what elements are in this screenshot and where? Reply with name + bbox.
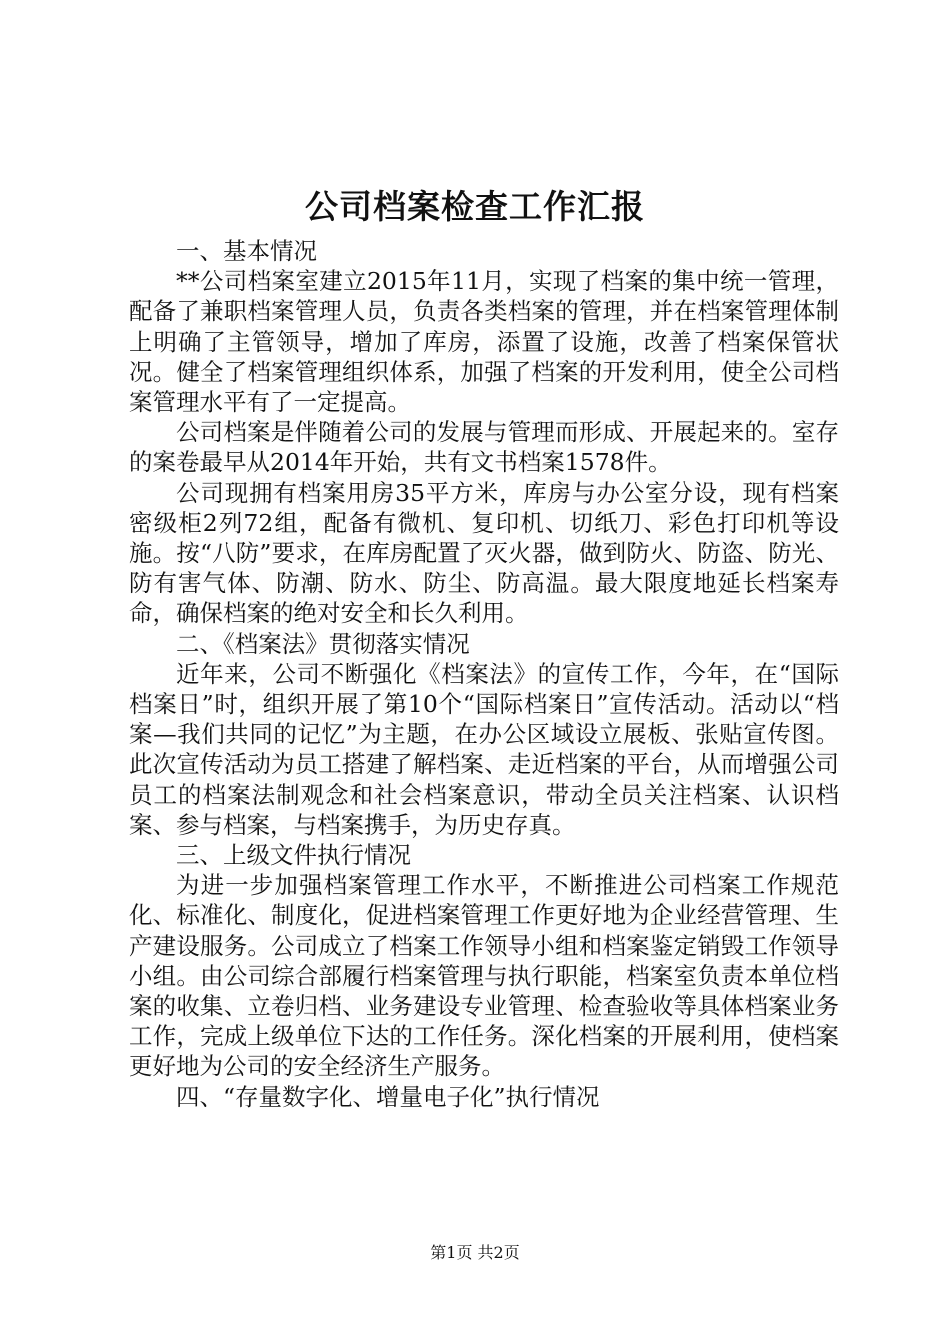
- document-body: [129, 236, 839, 1112]
- section-heading-superior-documents: 三、上级文件执行情况: [176, 841, 411, 870]
- paragraph: 近年来，公司不断强化《档案法》的宣传工作，今年，在“国际档案日”时，组织开展了第10个“国际档案日”宣传活动。活动以“档案—我们共同的记忆”为主题，在办公区域设立展板、张贴宣传图。此次宣传活动为员工搭建了解档案、走近档案的平台，从而增强公司员工的档案法制观念和社会档案意识，带动全员关注档案、认识档案、参与档案，与档案携手，为历史存真。: [129, 659, 839, 839]
- paragraph: 公司档案是伴随着公司的发展与管理而形成、开展起来的。室存的案卷最早从2014年开始，共有文书档案1578件。: [129, 418, 839, 477]
- paragraph: 为进一步加强档案管理工作水平，不断推进公司档案工作规范化、标准化、制度化，促进档案管理工作更好地为企业经营管理、生产建设服务。公司成立了档案工作领导小组和档案鉴定销毁工作领导小组。由公司综合部履行档案管理与执行职能，档案室负责本单位档案的收集、立卷归档、业务建设专业管理、检查验收等具体档案业务工作，完成上级单位下达的工作任务。深化档案的开展利用，使档案更好地为公司的安全经济生产服务。: [129, 871, 839, 1081]
- paragraph: **公司档案室建立2015年11月，实现了档案的集中统一管理，配备了兼职档案管理人员，负责各类档案的管理，并在档案管理体制上明确了主管领导，增加了库房，添置了设施，改善了档案保管状况。健全了档案管理组织体系，加强了档案的开发利用，使全公司档案管理水平有了一定提高。: [129, 267, 839, 417]
- paragraph: 公司现拥有档案用房35平方米，库房与办公室分设，现有档案密级柜2列72组，配备有微机、复印机、切纸刀、彩色打印机等设施。按“八防”要求，在库房配置了灭火器，做到防火、防盗、防光、防有害气体、防潮、防水、防尘、防高温。最大限度地延长档案寿命，确保档案的绝对安全和长久利用。: [129, 478, 839, 628]
- page-footer: 第1页 共2页: [430, 1243, 520, 1262]
- document-title: 公司档案检查工作汇报: [305, 187, 645, 226]
- section-heading-basic: 一、基本情况: [176, 237, 317, 265]
- section-heading-archive-law: 二、《档案法》贯彻落实情况: [176, 629, 470, 658]
- section-heading-digitization: 四、“存量数字化、增量电子化”执行情况: [176, 1082, 600, 1111]
